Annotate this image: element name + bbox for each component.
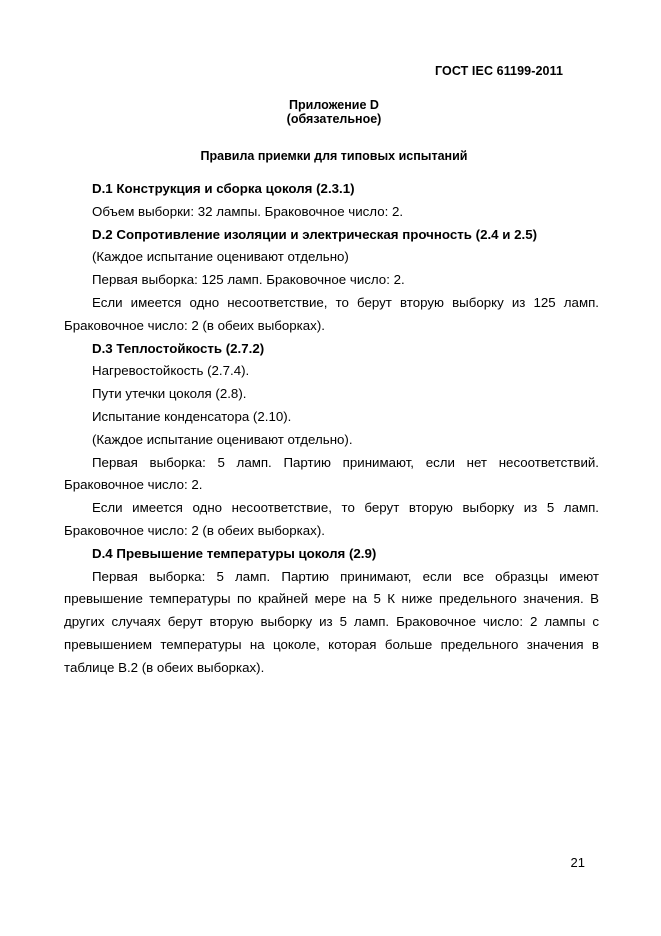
annex-title: Приложение D [289,98,379,112]
section-heading: D.4 Превышение температуры цоколя (2.9) [92,545,377,561]
section-heading: D.1 Конструкция и сборка цоколя (2.3.1) [92,181,355,196]
paragraph: Если имеется одно несоответствие, то берут вторую выборку из 125 ламп. Браковочное число: 2 (в обеих выборках). [64,294,599,333]
paragraph: Первая выборка: 125 ламп. Браковочное число: 2. [92,272,405,288]
paragraph: Первая выборка: 5 ламп. Партию принимают, если нет несоответствий. Браковочное число: 2. [64,454,599,493]
paragraph: Первая выборка: 5 ламп. Партию принимают, если все образцы имеют превышение температуры по крайней мере на 5 К ниже предельного значения. В других случаях берут вторую выборку из 5 ламп. Браковочное число: 2 лампы с превышением температуры на цоколе, которая больше предельного значения в таблице В.2 (в обеих выборках). [64,568,599,675]
paragraph: Если имеется одно несоответствие, то берут вторую выборку из 5 ламп. Браковочное число: 2 (в обеих выборках). [64,500,599,538]
annex-status: (обязательное) [286,112,382,126]
document-body [64,178,599,680]
annex-heading [92,98,576,126]
document-title: Правила приемки для типовых испытаний [200,149,468,163]
paragraph: Нагревостойкость (2.7.4). [92,363,250,379]
section-heading: D.2 Сопротивление изоляции и электрическая прочность (2.4 и 2.5) [92,226,538,242]
page-number: 21 [570,855,585,870]
paragraph: (Каждое испытание оценивают отдельно) [92,249,349,265]
paragraph: (Каждое испытание оценивают отдельно). [92,431,353,447]
paragraph: Испытание конденсатора (2.10). [92,408,292,424]
paragraph: Объем выборки: 32 лампы. Браковочное число: 2. [92,203,404,219]
standard-code: ГОСТ IEC 61199-2011 [434,64,563,78]
section-heading: D.3 Теплостойкость (2.7.2) [92,340,265,356]
paragraph: Пути утечки цоколя (2.8). [92,386,247,402]
